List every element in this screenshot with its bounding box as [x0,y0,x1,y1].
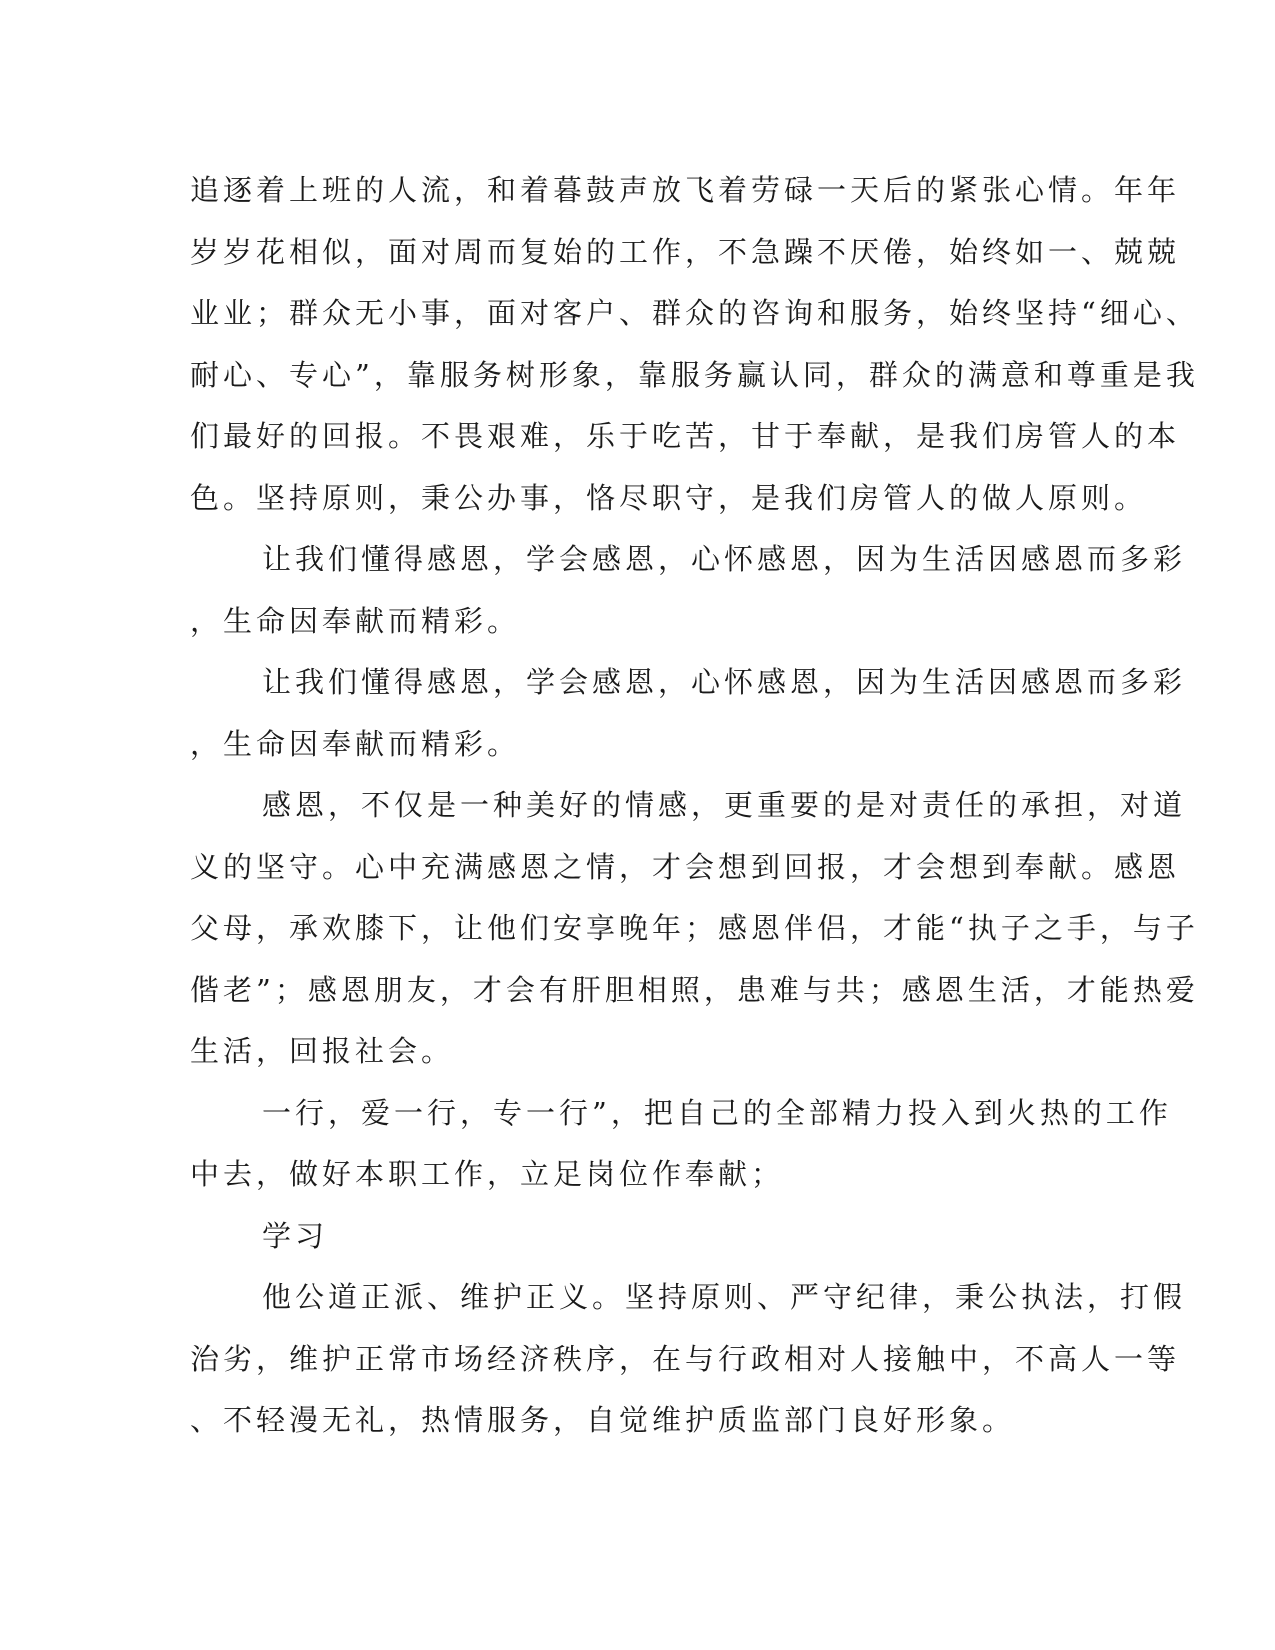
document-body [190,160,1199,1452]
text-line-14: 偕老”；感恩朋友，才会有肝胆相照，患难与共；感恩生活，才能热爱 [190,972,1199,1007]
text-line-21: 、不轻漫无礼，热情服务，自觉维护质监部门良好形象。 [190,1403,1016,1437]
text-line-13: 父母，承欢膝下，让他们安享晚年；感恩伴侣，才能“执子之手，与子 [190,911,1199,945]
text-line-11: 感恩，不仅是一种美好的情感，更重要的是对责任的承担，对道 [262,788,1187,822]
text-line-3: 业业；群众无小事，面对客户、群众的咨询和服务，始终坚持“细心、 [190,296,1199,330]
text-line-9: 让我们懂得感恩，学会感恩，心怀感恩，因为生活因感恩而多彩 [262,665,1187,699]
text-line-10: ，生命因奉献而精彩。 [190,726,521,761]
text-line-2: 岁岁花相似，面对周而复始的工作，不急躁不厌倦，始终如一、兢兢 [190,234,1181,269]
text-line-5: 们最好的回报。不畏艰难，乐于吃苦，甘于奉献，是我们房管人的本 [190,419,1181,453]
text-line-20: 治劣，维护正常市场经济秩序，在与行政相对人接触中，不高人一等 [190,1341,1181,1376]
text-line-6: 色。坚持原则，秉公办事，恪尽职守，是我们房管人的做人原则。 [190,480,1148,515]
text-line-15: 生活，回报社会。 [190,1034,455,1068]
text-line-19: 他公道正派、维护正义。坚持原则、严守纪律，秉公执法，打假 [262,1280,1187,1314]
text-line-8: ，生命因奉献而精彩。 [190,603,521,638]
text-line-17: 中去，做好本职工作，立足岗位作奉献； [190,1157,785,1191]
text-line-7: 让我们懂得感恩，学会感恩，心怀感恩，因为生活因感恩而多彩 [262,542,1187,576]
text-line-12: 义的坚守。心中充满感恩之情，才会想到回报，才会想到奉献。感恩 [190,849,1181,884]
text-line-4: 耐心、专心”，靠服务树形象，靠服务赢认同，群众的满意和尊重是我 [190,357,1199,392]
text-line-1: 追逐着上班的人流，和着暮鼓声放飞着劳碌一天后的紧张心情。年年 [190,173,1181,207]
text-line-18: 学习 [262,1218,329,1253]
text-line-16: 一行，爱一行，专一行”，把自己的全部精力投入到火热的工作 [262,1095,1172,1130]
